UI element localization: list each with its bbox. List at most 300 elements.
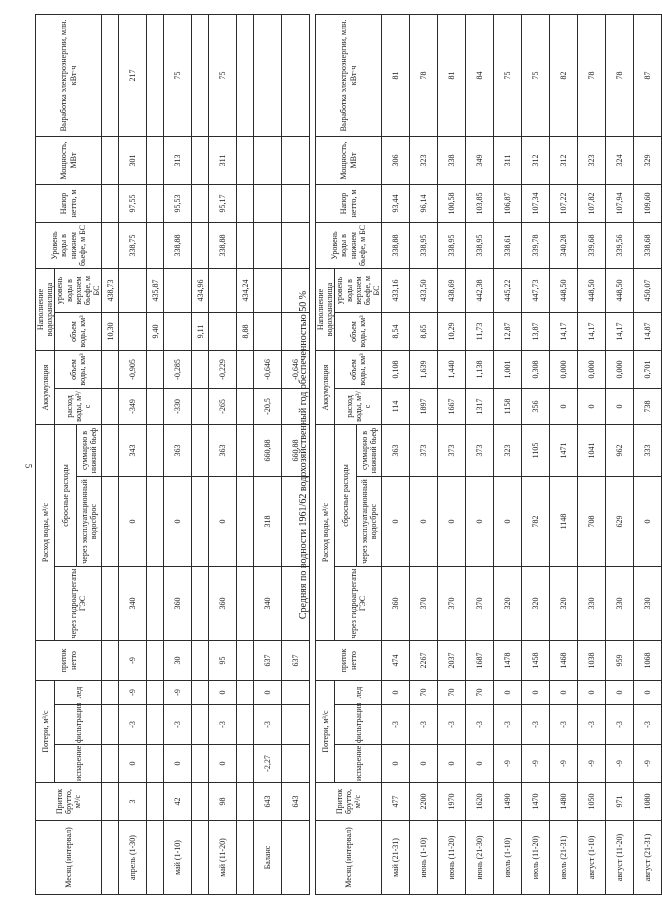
power-cell: 323 (410, 136, 438, 184)
net-cell: 1478 (494, 641, 522, 681)
empty-cell (147, 184, 164, 222)
empty-cell (102, 681, 119, 705)
hdr-through-units: через гидроагрегаты ГЭС (55, 567, 102, 641)
vol-cell: 13,87 (522, 313, 550, 351)
hdr-acc-volume: объем воды, км³ (55, 351, 102, 389)
accq-cell: 1158 (494, 389, 522, 425)
total-cell: 363 (164, 425, 192, 477)
up-cell: 448,50 (606, 268, 634, 312)
evap-cell: -9 (634, 745, 662, 783)
power-cell: 338 (438, 136, 466, 184)
inflow-cell: 1490 (494, 783, 522, 821)
head-cell: 107,82 (578, 184, 606, 222)
inflow-cell: 2200 (410, 783, 438, 821)
upstream-level-cell: 434,24 (237, 268, 254, 312)
dn-cell: 339,78 (522, 222, 550, 268)
up-cell: 448,50 (550, 268, 578, 312)
accq-cell: 0 (550, 389, 578, 425)
ice-cell: 0 (382, 681, 410, 705)
energy-cell: 84 (466, 14, 494, 136)
inflow-cell: 1050 (578, 783, 606, 821)
net-cell: 1068 (634, 641, 662, 681)
power-cell: 311 (494, 136, 522, 184)
empty-cell (192, 681, 209, 705)
ice-cell: 0 (634, 681, 662, 705)
table-row (550, 14, 578, 894)
evap-cell: 0 (410, 745, 438, 783)
month-cell: май (11-20) (209, 821, 237, 895)
empty-cell (147, 425, 164, 477)
units-cell: 370 (438, 567, 466, 641)
filt-cell: -3 (164, 705, 192, 745)
head-cell: 107,22 (550, 184, 578, 222)
hdr-month: Месяц (интервал) (316, 821, 382, 895)
head-cell: 97,55 (119, 184, 147, 222)
table-row (102, 14, 119, 894)
vol-cell: 8,65 (410, 313, 438, 351)
vol-cell: 14,17 (578, 313, 606, 351)
accq-cell: -265 (209, 389, 237, 425)
ice-cell: 70 (438, 681, 466, 705)
hdr-downstream-level: Уровень воды в нижнем бьефе, м БС (36, 222, 102, 268)
month-cell: Баланс (254, 821, 282, 895)
net-cell: 637 (282, 641, 310, 681)
table-balance-average-year (315, 15, 662, 895)
table-row (147, 14, 164, 894)
hdr-power: Мощность, МВт (316, 136, 382, 184)
total-cell: 373 (410, 425, 438, 477)
upstream-level-cell: 434,96 (192, 268, 209, 312)
filt-cell: -3 (410, 705, 438, 745)
units-cell: 360 (382, 567, 410, 641)
energy-cell: 75 (209, 14, 237, 136)
units-cell: 370 (466, 567, 494, 641)
dn-cell: 340,28 (550, 222, 578, 268)
spill-cell: 0 (382, 477, 410, 567)
head-cell: 100,58 (438, 184, 466, 222)
evap-cell: -9 (522, 745, 550, 783)
total-cell: 962 (606, 425, 634, 477)
dn-cell: 338,75 (119, 222, 147, 268)
inflow-cell: 1480 (550, 783, 578, 821)
head-cell: 106,87 (494, 184, 522, 222)
table-row (237, 14, 254, 894)
total-cell: 323 (494, 425, 522, 477)
inflow-cell: 971 (606, 783, 634, 821)
hdr-energy: Выработка электроэнергии, млн. кВт·ч (316, 14, 382, 136)
empty-cell (192, 136, 209, 184)
ice-cell: 0 (550, 681, 578, 705)
accq-cell: -20,5 (254, 389, 282, 425)
hdr-accumulation: Аккумуляция (316, 351, 335, 425)
power-cell: 311 (209, 136, 237, 184)
hdr-discharge: сбросные расходы (55, 425, 77, 567)
fill-volume-cell: 8,88 (237, 313, 254, 351)
spill-cell: 0 (494, 477, 522, 567)
accv-cell: 1,138 (466, 351, 494, 389)
units-cell: 320 (550, 567, 578, 641)
hdr-upstream-level: уровень воды в верхнем бьефе, м БС (55, 268, 102, 312)
empty-cell (102, 567, 119, 641)
filt-cell: -3 (438, 705, 466, 745)
hdr-inflow-gross: Приток брутто, м³/с (316, 783, 382, 821)
ice-cell: 0 (494, 681, 522, 705)
dn-cell (254, 222, 282, 268)
empty-cell (147, 389, 164, 425)
empty-cell (209, 268, 237, 312)
net-cell: 30 (164, 641, 192, 681)
filt-cell: -3 (634, 705, 662, 745)
hdr-downstream-level: Уровень воды в нижнем бьефе, м БС (316, 222, 382, 268)
accq-cell: 114 (382, 389, 410, 425)
energy-cell: 78 (606, 14, 634, 136)
head-cell: 107,34 (522, 184, 550, 222)
fill-volume-cell: 9,40 (147, 313, 164, 351)
empty-cell (102, 821, 119, 895)
evap-cell: -9 (606, 745, 634, 783)
units-cell: 320 (494, 567, 522, 641)
empty-cell (102, 477, 119, 567)
empty-cell (237, 641, 254, 681)
spill-cell: 0 (410, 477, 438, 567)
inflow-cell: 42 (164, 783, 192, 821)
hdr-losses: Потери, м³/с (36, 681, 55, 783)
empty-cell (119, 268, 147, 312)
head-cell: 93,44 (382, 184, 410, 222)
net-cell: 474 (382, 641, 410, 681)
hdr-ice: лед (335, 681, 382, 705)
total-cell: 660,88 (282, 425, 310, 477)
empty-cell (102, 705, 119, 745)
net-cell: 2037 (438, 641, 466, 681)
dn-cell: 338,68 (634, 222, 662, 268)
power-cell: 312 (522, 136, 550, 184)
hdr-power: Мощность, МВт (36, 136, 102, 184)
inflow-cell: 3 (119, 783, 147, 821)
total-cell: 660,88 (254, 425, 282, 477)
empty-cell (192, 351, 209, 389)
empty-cell (192, 641, 209, 681)
table-row (192, 14, 209, 894)
accq-cell: 0 (606, 389, 634, 425)
table-row (209, 14, 237, 894)
empty-cell (192, 425, 209, 477)
empty-cell (147, 14, 164, 136)
filt-cell: -3 (254, 705, 282, 745)
empty-cell (237, 389, 254, 425)
empty-cell (147, 681, 164, 705)
hdr-evaporation: испарение (55, 745, 102, 783)
dn-cell: 339,68 (578, 222, 606, 268)
empty-cell (192, 14, 209, 136)
hdr-losses: Потери, м³/с (316, 681, 335, 783)
total-cell: 373 (438, 425, 466, 477)
hdr-head: Напор нетто, м (36, 184, 102, 222)
filt-cell: -3 (494, 705, 522, 745)
up-cell: 445,22 (494, 268, 522, 312)
evap-cell: 0 (119, 745, 147, 783)
table-row (466, 14, 494, 894)
evap-cell: 0 (466, 745, 494, 783)
accv-cell: 1,440 (438, 351, 466, 389)
hdr-inflow-gross: Приток брутто, м³/с (36, 783, 102, 821)
up-cell: 447,73 (522, 268, 550, 312)
power-cell: 313 (164, 136, 192, 184)
hdr-filling: Наполнение водохранилища (36, 268, 55, 350)
units-cell: 360 (164, 567, 192, 641)
fill-volume-cell: 10,30 (102, 313, 119, 351)
hdr-discharge: сбросные расходы (335, 425, 357, 567)
energy-cell: 75 (494, 14, 522, 136)
accq-cell: -349 (119, 389, 147, 425)
power-cell: 324 (606, 136, 634, 184)
accq-cell: 1667 (438, 389, 466, 425)
inflow-cell: 1470 (522, 783, 550, 821)
units-cell: 340 (119, 567, 147, 641)
table-row (606, 14, 634, 894)
up-cell: 433,16 (382, 268, 410, 312)
spill-cell: 0 (164, 477, 192, 567)
accq-cell: 356 (522, 389, 550, 425)
empty-cell (192, 567, 209, 641)
empty-cell (147, 783, 164, 821)
up-cell: 438,69 (438, 268, 466, 312)
empty-cell (102, 351, 119, 389)
empty-cell (237, 184, 254, 222)
hdr-through-spillway: через эксплуатационный водосброс (357, 477, 382, 567)
total-cell: 333 (634, 425, 662, 477)
power-cell: 312 (550, 136, 578, 184)
hdr-head: Напор нетто, м (316, 184, 382, 222)
fill-volume-cell: 9,11 (192, 313, 209, 351)
accv-cell: 0,000 (606, 351, 634, 389)
total-cell: 1471 (550, 425, 578, 477)
empty-cell (237, 705, 254, 745)
empty-cell (147, 351, 164, 389)
empty-cell (102, 14, 119, 136)
evap-cell: -2,27 (254, 745, 282, 783)
empty-cell (237, 821, 254, 895)
table-row (382, 14, 410, 894)
evap-cell: -9 (550, 745, 578, 783)
empty-cell (147, 745, 164, 783)
total-cell: 373 (466, 425, 494, 477)
empty-cell (237, 14, 254, 136)
spill-cell: 782 (522, 477, 550, 567)
net-cell: 95 (209, 641, 237, 681)
power-cell (254, 136, 282, 184)
power-cell: 329 (634, 136, 662, 184)
accv-cell: 0,000 (578, 351, 606, 389)
inflow-cell: 643 (254, 783, 282, 821)
total-cell: 1105 (522, 425, 550, 477)
energy-cell: 81 (382, 14, 410, 136)
accv-cell: -0,285 (164, 351, 192, 389)
dn-cell: 339,56 (606, 222, 634, 268)
ice-cell: 70 (410, 681, 438, 705)
hdr-energy: Выработка электроэнергии, млн. кВт·ч (36, 14, 102, 136)
empty-cell (237, 745, 254, 783)
vol-cell: 14,17 (606, 313, 634, 351)
month-cell: апрель (1-30) (119, 821, 147, 895)
energy-cell (254, 14, 282, 136)
hdr-filtration: фильтрация (55, 705, 102, 745)
filt-cell: -3 (550, 705, 578, 745)
head-cell: 109,60 (634, 184, 662, 222)
units-cell: 370 (410, 567, 438, 641)
evap-cell: 0 (382, 745, 410, 783)
ice-cell: -9 (119, 681, 147, 705)
accq-cell: 1897 (410, 389, 438, 425)
head-cell: 107,94 (606, 184, 634, 222)
dn-cell: 338,95 (410, 222, 438, 268)
ice-cell: -9 (164, 681, 192, 705)
accv-cell: -0,229 (209, 351, 237, 389)
inflow-cell: 1620 (466, 783, 494, 821)
dn-cell: 338,95 (466, 222, 494, 268)
filt-cell: -3 (522, 705, 550, 745)
month-cell: май (1-10) (164, 821, 192, 895)
table-row (410, 14, 438, 894)
empty-cell (192, 821, 209, 895)
inflow-cell: 643 (282, 783, 310, 821)
hdr-water-flow: Расход воды, м³/с (36, 425, 55, 641)
net-cell: -9 (119, 641, 147, 681)
month-cell: август (21-31) (634, 821, 662, 895)
empty-cell (192, 783, 209, 821)
table-row (164, 14, 192, 894)
accq-cell: 0 (578, 389, 606, 425)
hdr-through-spillway: через эксплуатационный водосброс (77, 477, 102, 567)
energy-cell: 78 (410, 14, 438, 136)
hdr-accumulation: Аккумуляция (36, 351, 55, 425)
month-cell: август (1-10) (578, 821, 606, 895)
accv-cell: -0,646 (254, 351, 282, 389)
month-cell: июль (1-10) (494, 821, 522, 895)
empty-cell (192, 477, 209, 567)
empty-cell (192, 389, 209, 425)
spill-cell: 0 (209, 477, 237, 567)
vol-cell: 10,29 (438, 313, 466, 351)
empty-cell (164, 268, 192, 312)
accq-cell: 738 (634, 389, 662, 425)
net-cell: 1038 (578, 641, 606, 681)
empty-cell (147, 477, 164, 567)
total-cell: 343 (119, 425, 147, 477)
empty-cell (237, 783, 254, 821)
hdr-acc-flow: расход воды, м³/с (335, 389, 382, 425)
table-row (494, 14, 522, 894)
up-cell: 442,38 (466, 268, 494, 312)
net-cell: 2267 (410, 641, 438, 681)
accv-cell: 0,308 (522, 351, 550, 389)
evap-cell: -9 (578, 745, 606, 783)
total-cell: 363 (382, 425, 410, 477)
empty-cell (164, 313, 192, 351)
table-balance-dry-year (35, 15, 310, 895)
total-cell: 363 (209, 425, 237, 477)
net-cell: 1468 (550, 641, 578, 681)
empty-cell (237, 425, 254, 477)
energy-cell: 75 (522, 14, 550, 136)
filt-cell: -3 (466, 705, 494, 745)
inflow-cell: 1970 (438, 783, 466, 821)
hdr-filling: Наполнение водохранилища (316, 268, 335, 350)
accv-cell: 0,000 (550, 351, 578, 389)
power-cell: 306 (382, 136, 410, 184)
spill-cell: 708 (578, 477, 606, 567)
power-cell: 323 (578, 136, 606, 184)
filt-cell: -3 (209, 705, 237, 745)
empty-cell (147, 567, 164, 641)
units-cell: 320 (522, 567, 550, 641)
empty-cell (102, 389, 119, 425)
power-cell: 349 (466, 136, 494, 184)
spill-cell: 0 (119, 477, 147, 567)
dn-cell: 338,61 (494, 222, 522, 268)
table-row (119, 14, 147, 894)
up-cell: 450,07 (634, 268, 662, 312)
empty-cell (147, 641, 164, 681)
spill-cell: 0 (466, 477, 494, 567)
empty-cell (102, 425, 119, 477)
hdr-month: Месяц (интервал) (36, 821, 102, 895)
empty-cell (102, 136, 119, 184)
rotated-page (35, 15, 653, 895)
ice-cell: 0 (522, 681, 550, 705)
net-cell: 1458 (522, 641, 550, 681)
hdr-total-tailwater: суммарно в нижний бьеф (357, 425, 382, 477)
vol-cell: 14,17 (550, 313, 578, 351)
head-cell: 96,14 (410, 184, 438, 222)
dn-cell: 338,95 (438, 222, 466, 268)
accq-cell: 1317 (466, 389, 494, 425)
energy-cell: 78 (578, 14, 606, 136)
hdr-fill-volume: объем воды, км³ (335, 313, 382, 351)
table-row (438, 14, 466, 894)
table2-caption: Средняя по водности 1961/62 водохозяйственный год обеспеченностью 50 % (298, 290, 309, 620)
filt-cell: -3 (382, 705, 410, 745)
hdr-inflow-net: приток нетто (316, 641, 382, 681)
empty-cell (102, 222, 119, 268)
empty-cell (254, 268, 282, 312)
page-number: 5 (23, 463, 34, 469)
table-row (578, 14, 606, 894)
vol-cell: 12,87 (494, 313, 522, 351)
vol-cell: 11,73 (466, 313, 494, 351)
spill-cell: 318 (254, 477, 282, 567)
empty-cell (192, 222, 209, 268)
ice-cell: 0 (578, 681, 606, 705)
units-cell: 360 (209, 567, 237, 641)
empty-cell (102, 745, 119, 783)
hdr-through-units: через гидроагрегаты ГЭС (335, 567, 382, 641)
hdr-total-tailwater: суммарно в нижний бьеф (77, 425, 102, 477)
head-cell: 95,17 (209, 184, 237, 222)
accv-cell: -0,646 (282, 351, 310, 389)
table-row (254, 14, 282, 894)
accv-cell: 0,108 (382, 351, 410, 389)
spill-cell: 0 (634, 477, 662, 567)
empty-cell (102, 641, 119, 681)
empty-cell (237, 222, 254, 268)
units-cell: 330 (634, 567, 662, 641)
evap-cell: -9 (494, 745, 522, 783)
up-cell: 448,50 (578, 268, 606, 312)
upstream-level-cell: 435,87 (147, 268, 164, 312)
hdr-fill-volume: объем воды, км³ (55, 313, 102, 351)
month-cell: май (21-31) (382, 821, 410, 895)
